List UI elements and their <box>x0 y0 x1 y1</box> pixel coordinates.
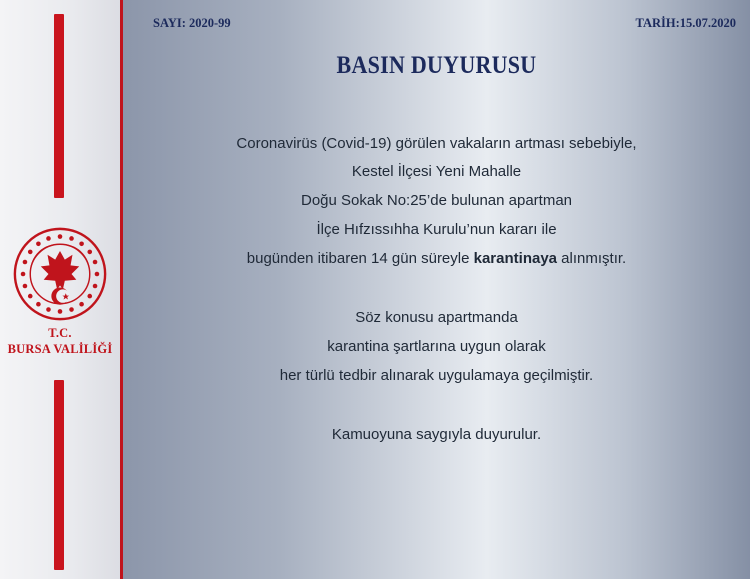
body-line-2: Kestel İlçesi Yeni Mahalle <box>351 163 522 180</box>
body-line-5-before: bugünden itibaren 14 gün süreyle <box>246 250 474 267</box>
body-line-5 <box>123 250 750 267</box>
body-line-8: her türlü tedbir alınarak uygulamaya geçilmiştir. <box>279 367 594 384</box>
document-date: TARİH:15.07.2020 <box>635 16 736 30</box>
body-line-6: Söz konusu apartmanda <box>355 309 518 326</box>
red-accent-bar-bottom <box>54 380 64 570</box>
turkish-presidential-seal-icon <box>12 226 108 322</box>
document-number: SAYI: 2020-99 <box>153 16 231 30</box>
org-line-name: BURSA VALİLİĞİ <box>7 342 113 356</box>
body-line-4: İlçe Hıfzıssıhha Kurulu’nun kararı ile <box>316 221 557 238</box>
body-line-7: karantina şartlarına uygun olarak <box>327 338 546 355</box>
org-line-tc: T.C. <box>48 326 72 340</box>
body-line-1: Coronavirüs (Covid-19) görülen vakaların artması sebebiyle, <box>236 135 637 152</box>
body-line-3: Doğu Sokak No:25’de bulunan apartman <box>300 192 573 209</box>
red-accent-bar-top <box>54 14 64 198</box>
main-panel <box>123 0 750 579</box>
sidebar <box>0 0 120 579</box>
body-line-5-after: alınmıştır. <box>557 250 627 267</box>
page-title: BASIN DUYURUSU <box>336 52 537 79</box>
body-line-5-emphasis: karantinaya <box>473 250 558 267</box>
closing-line: Kamuoyuna saygıyla duyurulur. <box>331 426 542 443</box>
